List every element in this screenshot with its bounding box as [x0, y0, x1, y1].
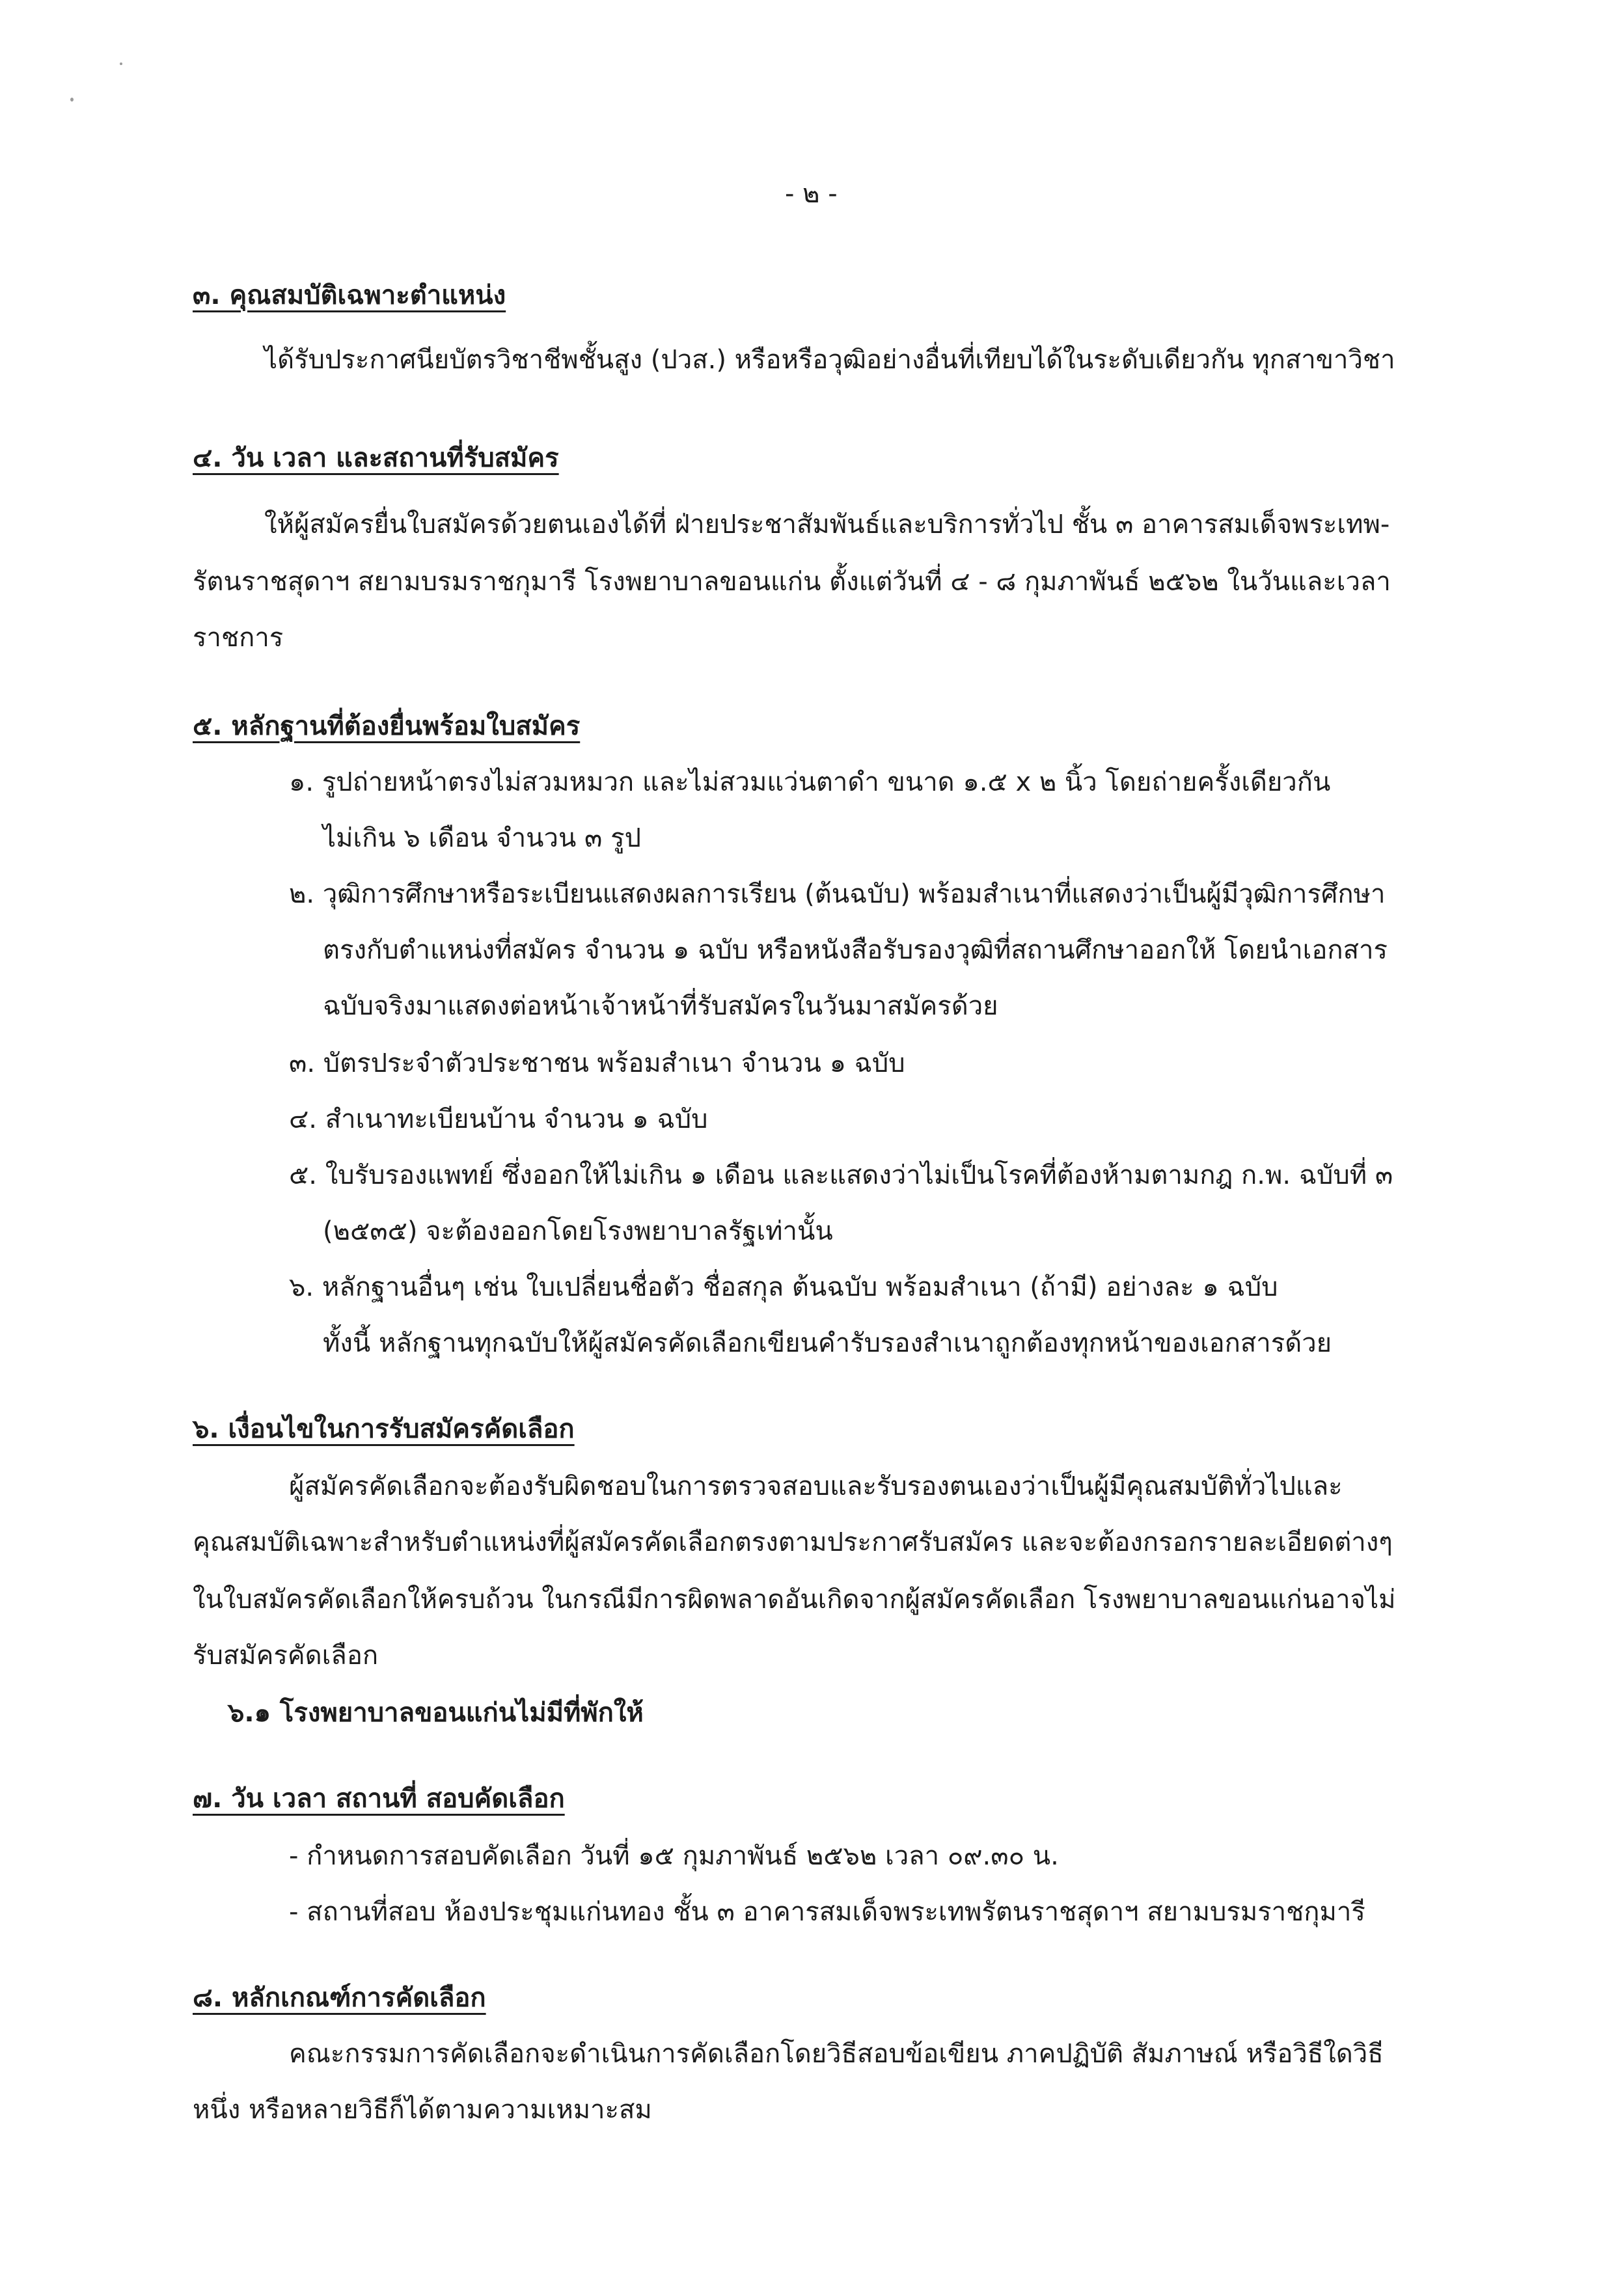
evidence-item: ไม่เกิน ๖ เดือน จำนวน ๓ รูป [323, 823, 641, 853]
section-4-text: ราชการ [193, 623, 284, 653]
section-6-subitem: ๖.๑ โรงพยาบาลขอนแก่นไม่มีที่พักให้ [228, 1698, 644, 1728]
evidence-note: ทั้งนี้ หลักฐานทุกฉบับให้ผู้สมัครคัดเลือกเขียนคำรับรองสำเนาถูกต้องทุกหน้าของเอกสารด้วย [323, 1328, 1332, 1358]
exam-schedule: - กำหนดการสอบคัดเลือก วันที่ ๑๕ กุมภาพันธ์ ๒๕๖๒ เวลา ๐๙.๓๐ น. [289, 1841, 1059, 1871]
evidence-item: ๒. วุฒิการศึกษาหรือระเบียนแสดงผลการเรียน (ต้นฉบับ) พร้อมสำเนาที่แสดงว่าเป็นผู้มีวุฒิการศึกษา [289, 879, 1386, 909]
evidence-item: ๖. หลักฐานอื่นๆ เช่น ใบเปลี่ยนชื่อตัว ชื่อสกุล ต้นฉบับ พร้อมสำเนา (ถ้ามี) อย่างละ ๑ ฉบับ [289, 1272, 1278, 1302]
evidence-item: (๒๕๓๕) จะต้องออกโดยโรงพยาบาลรัฐเท่านั้น [323, 1216, 833, 1246]
section-6-text: คุณสมบัติเฉพาะสำหรับตำแหน่งที่ผู้สมัครคัดเลือกตรงตามประกาศรับสมัคร และจะต้องกรอกรายละเอียดต่างๆ [193, 1527, 1393, 1557]
section-8-heading: ๘. หลักเกณฑ์การคัดเลือก [193, 1983, 486, 2013]
section-4-text: ให้ผู้สมัครยื่นใบสมัครด้วยตนเองได้ที่ ฝ่ายประชาสัมพันธ์และบริการทั่วไป ชั้น ๓ อาคารสมเด็จพระเทพ- [264, 510, 1390, 540]
evidence-item: ๔. สำเนาทะเบียนบ้าน จำนวน ๑ ฉบับ [289, 1104, 708, 1134]
section-7-heading: ๗. วัน เวลา สถานที่ สอบคัดเลือก [193, 1784, 565, 1814]
page-number: - ๒ - [785, 179, 838, 209]
evidence-item: ฉบับจริงมาแสดงต่อหน้าเจ้าหน้าที่รับสมัครในวันมาสมัครด้วย [323, 991, 998, 1021]
section-4-text: รัตนราชสุดาฯ สยามบรมราชกุมารี โรงพยาบาลขอนแก่น ตั้งแต่วันที่ ๔ - ๘ กุมภาพันธ์ ๒๕๖๒ ในวันและเวลา [193, 567, 1391, 597]
section-5-heading: ๕. หลักฐานที่ต้องยื่นพร้อมใบสมัคร [193, 711, 581, 741]
evidence-item: ๑. รูปถ่ายหน้าตรงไม่สวมหมวก และไม่สวมแว่นตาดำ ขนาด ๑.๕ x ๒ นิ้ว โดยถ่ายครั้งเดียวกัน [289, 767, 1331, 797]
scan-speck [70, 98, 74, 102]
section-6-text: ในใบสมัครคัดเลือกให้ครบถ้วน ในกรณีมีการผิดพลาดอันเกิดจากผู้สมัครคัดเลือก โรงพยาบาลขอนแก่นอาจไม่ [193, 1585, 1396, 1615]
section-4-heading: ๔. วัน เวลา และสถานที่รับสมัคร [193, 443, 559, 473]
evidence-item: ตรงกับตำแหน่งที่สมัคร จำนวน ๑ ฉบับ หรือหนังสือรับรองวุฒิที่สถานศึกษาออกให้ โดยนำเอกสาร [323, 935, 1388, 965]
section-8-text: หนึ่ง หรือหลายวิธีก็ได้ตามความเหมาะสม [193, 2095, 652, 2125]
section-3-text: ได้รับประกาศนียบัตรวิชาชีพชั้นสูง (ปวส.) หรือหรือวุฒิอย่างอื่นที่เทียบได้ในระดับเดียวกัน ทุกสาขาวิชา [264, 345, 1395, 375]
evidence-item: ๓. บัตรประจำตัวประชาชน พร้อมสำเนา จำนวน ๑ ฉบับ [289, 1048, 905, 1078]
scan-speck [120, 62, 122, 65]
section-6-text: ผู้สมัครคัดเลือกจะต้องรับผิดชอบในการตรวจสอบและรับรองตนเองว่าเป็นผู้มีคุณสมบัติทั่วไปและ [289, 1471, 1343, 1501]
evidence-item: ๕. ใบรับรองแพทย์ ซึ่งออกให้ไม่เกิน ๑ เดือน และแสดงว่าไม่เป็นโรคที่ต้องห้ามตามกฎ ก.พ. ฉบับที่ ๓ [289, 1160, 1393, 1190]
section-3-heading: ๓. คุณสมบัติเฉพาะตำแหน่ง [193, 280, 506, 310]
section-6-text: รับสมัครคัดเลือก [193, 1641, 379, 1671]
exam-location: - สถานที่สอบ ห้องประชุมแก่นทอง ชั้น ๓ อาคารสมเด็จพระเทพรัตนราชสุดาฯ สยามบรมราชกุมารี [289, 1897, 1365, 1927]
section-6-heading: ๖. เงื่อนไขในการรับสมัครคัดเลือก [193, 1414, 575, 1444]
section-8-text: คณะกรรมการคัดเลือกจะดำเนินการคัดเลือกโดยวิธีสอบข้อเขียน ภาคปฏิบัติ สัมภาษณ์ หรือวิธีใดวิธี [289, 2039, 1384, 2069]
